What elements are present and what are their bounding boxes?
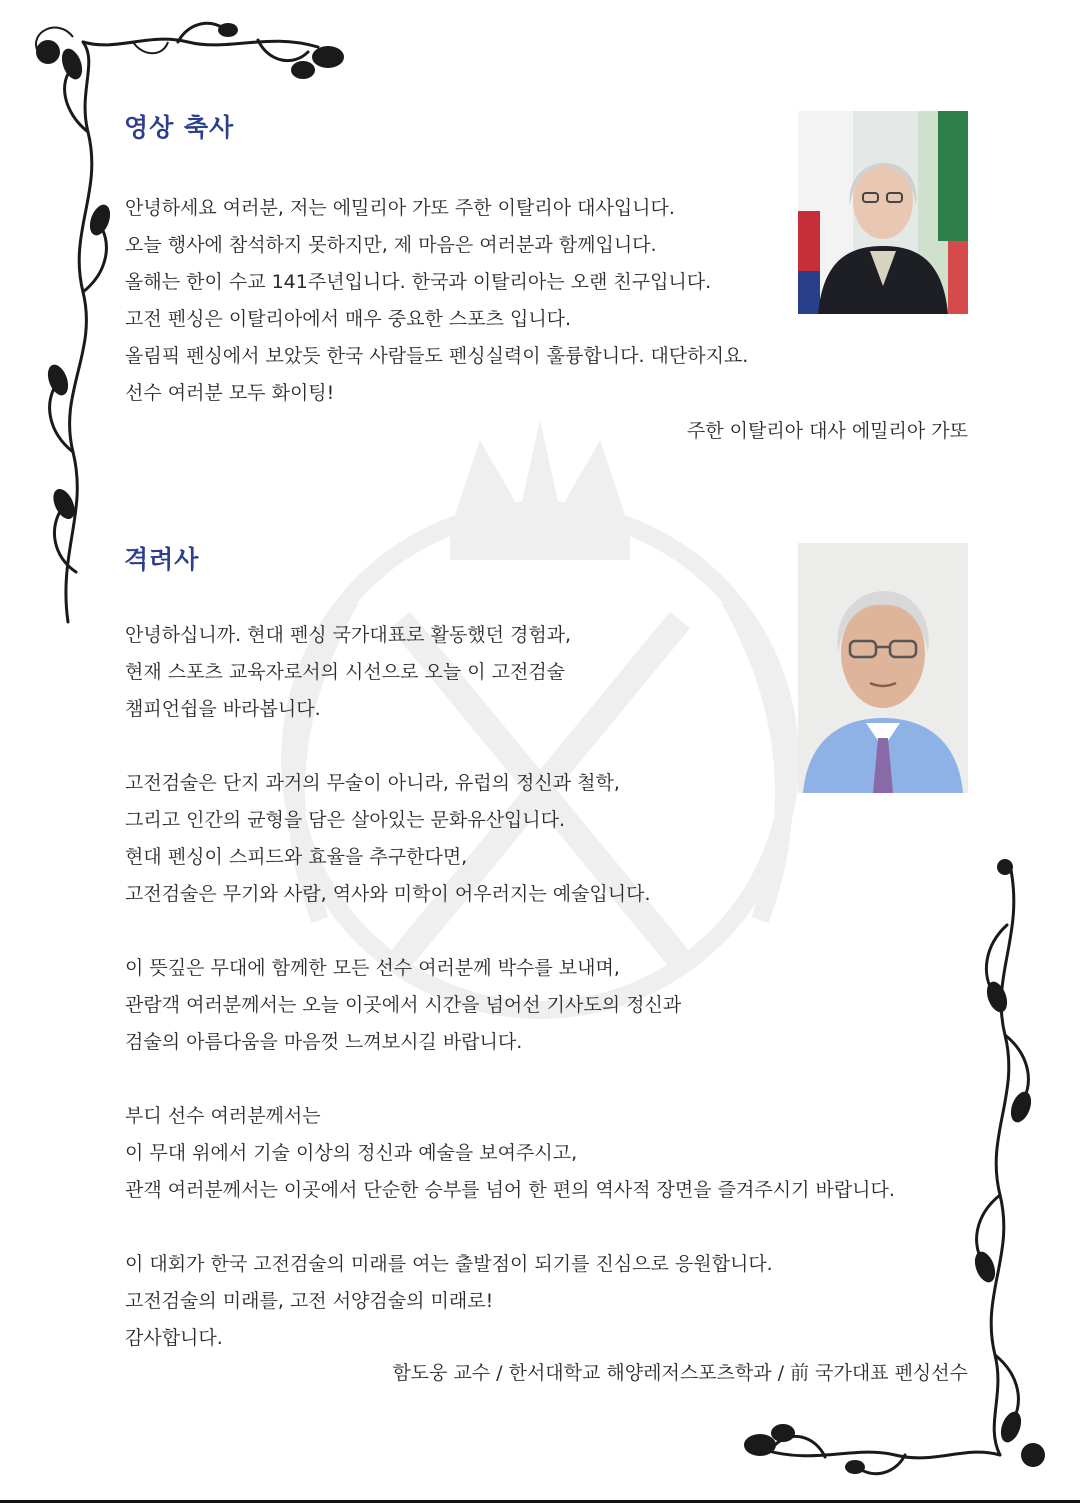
paragraph [125,617,895,728]
body-line: 검술의 아름다움을 마음껏 느껴보시길 바랍니다. [125,1031,523,1053]
video-congrats-body [125,190,748,412]
body-line: 현대 펜싱이 스피드와 효율을 추구한다면, [125,846,468,868]
body-line: 오늘 행사에 참석하지 못하지만, 제 마음은 여러분과 함께입니다. [125,234,657,256]
ambassador-signature: 주한 이탈리아 대사 에밀리아 가또 [686,420,968,442]
body-line: 안녕하십니까. 현대 펜싱 국가대표로 활동했던 경험과, [125,624,572,646]
body-line: 이 뜻깊은 무대에 함께한 모든 선수 여러분께 박수를 보내며, [125,957,620,979]
body-line: 이 무대 위에서 기술 이상의 정신과 예술을 보여주시고, [125,1142,578,1164]
body-line: 현재 스포츠 교육자로서의 시선으로 오늘 이 고전검술 [125,661,566,683]
ambassador-photo [798,111,968,314]
body-line: 이 대회가 한국 고전검술의 미래를 여는 출발점이 되기를 진심으로 응원합니다. [125,1253,773,1275]
body-line: 챔피언쉽을 바라봅니다. [125,698,321,720]
paragraph [125,950,895,1061]
body-line: 올림픽 펜싱에서 보았듯 한국 사람들도 펜싱실력이 훌륭합니다. 대단하지요. [125,345,749,367]
encouragement-body [125,617,895,1357]
body-line: 고전검술은 무기와 사람, 역사와 미학이 어우러지는 예술입니다. [125,883,651,905]
paragraph [125,1246,895,1357]
body-line: 감사합니다. [125,1327,223,1349]
body-line: 고전검술의 미래를, 고전 서양검술의 미래로! [125,1290,494,1312]
section-heading-video-congrats: 영상 축사 [124,113,235,142]
body-line: 고전 펜싱은 이탈리아에서 매우 중요한 스포츠 입니다. [125,308,572,330]
body-line: 그리고 인간의 균형을 담은 살아있는 문화유산입니다. [125,809,566,831]
body-line: 부디 선수 여러분께서는 [125,1105,321,1127]
section-heading-encouragement: 격려사 [124,545,200,574]
body-line: 올해는 한이 수교 141주년입니다. 한국과 이탈리아는 오랜 친구입니다. [125,271,712,293]
professor-signature: 함도웅 교수 / 한서대학교 해양레저스포츠학과 / 前 국가대표 펜싱선수 [392,1362,968,1384]
body-line: 선수 여러분 모두 화이팅! [125,382,335,404]
body-line: 고전검술은 단지 과거의 무술이 아니라, 유럽의 정신과 철학, [125,772,620,794]
body-line: 관객 여러분께서는 이곳에서 단순한 승부를 넘어 한 편의 역사적 장면을 즐겨주시기 바랍니다. [125,1179,895,1201]
paragraph [125,1098,895,1209]
body-line: 안녕하세요 여러분, 저는 에밀리아 가또 주한 이탈리아 대사입니다. [125,197,675,219]
paragraph [125,765,895,913]
body-line: 관람객 여러분께서는 오늘 이곳에서 시간을 넘어선 기사도의 정신과 [125,994,682,1016]
